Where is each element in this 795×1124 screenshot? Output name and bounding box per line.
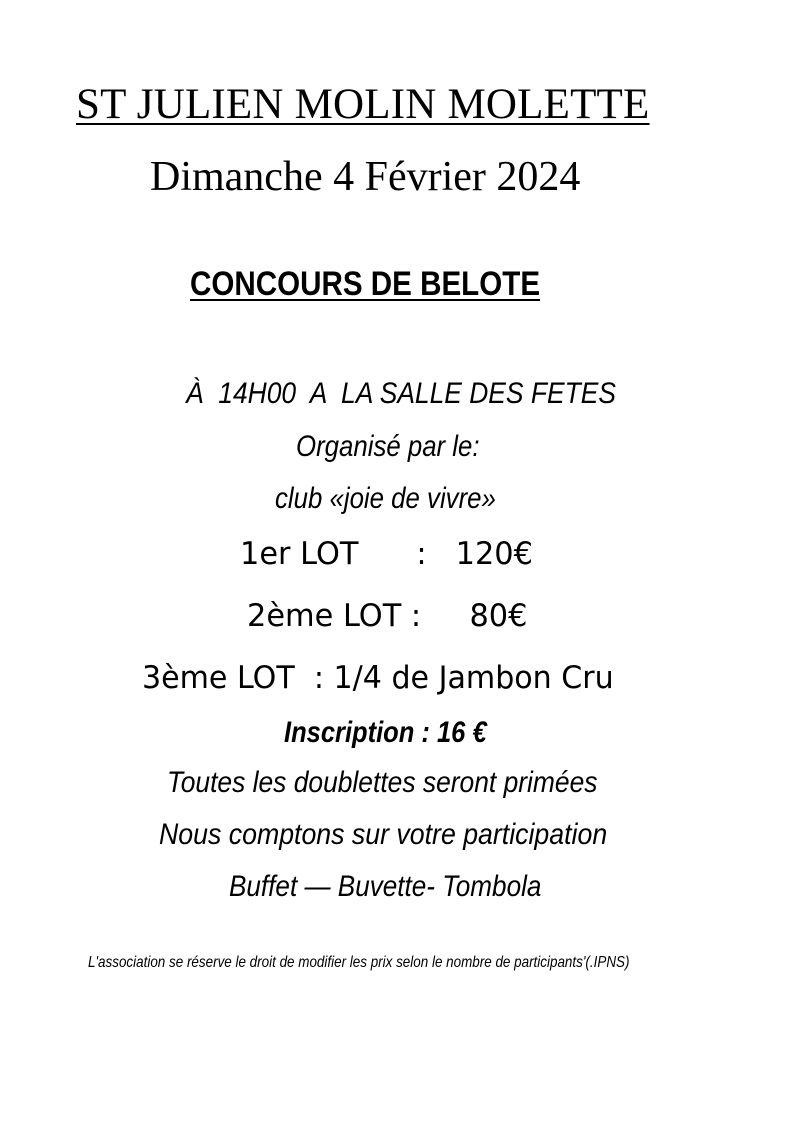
town-title: ST JULIEN MOLIN MOLETTE [76, 81, 650, 128]
prize-2: 2ème LOT : 80€ [247, 598, 528, 634]
inscription-fee: Inscription : 16 € [284, 716, 487, 749]
event-date: Dimanche 4 Février 2024 [150, 154, 581, 200]
organised-by-line: Organisé par le: [296, 430, 480, 463]
disclaimer-note: L'association se réserve le droit de modifier les prix selon le nombre de participants'(.IPNS) [88, 954, 630, 971]
contest-title: CONCOURS DE BELOTE [190, 265, 541, 303]
participation-line: Nous comptons sur votre participation [159, 818, 608, 851]
prize-3: 3ème LOT : 1/4 de Jambon Cru [142, 660, 614, 696]
venue-line: À 14H00 A LA SALLE DES FETES [186, 377, 616, 410]
extras-line: Buffet — Buvette- Tombola [229, 870, 542, 903]
club-name: club «joie de vivre» [275, 482, 496, 515]
prize-1: 1er LOT : 120€ [240, 536, 533, 572]
doublettes-line: Toutes les doublettes seront primées [167, 766, 598, 799]
